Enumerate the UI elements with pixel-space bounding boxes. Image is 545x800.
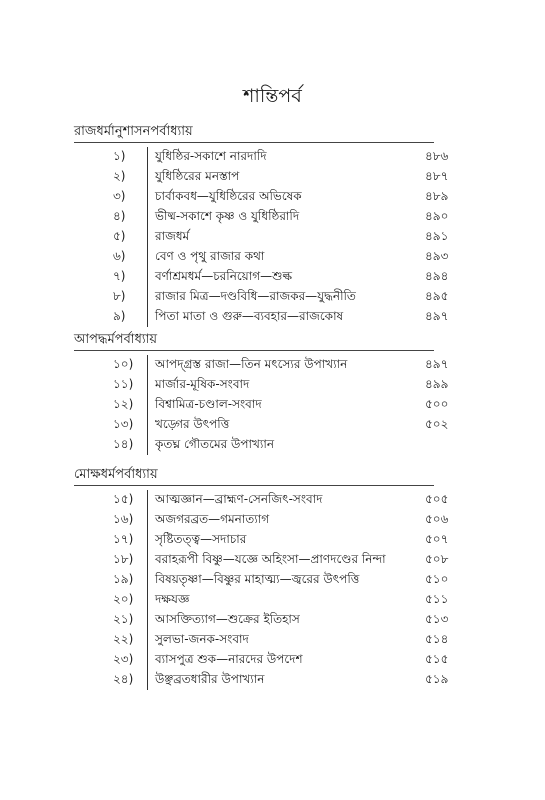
toc-entry-page: ৪৯৪: [425, 269, 449, 283]
toc-entry-number: ১৪): [113, 437, 134, 451]
toc-entry-number: ১২): [113, 397, 134, 411]
toc-entry-page: ৪৮৭: [425, 169, 449, 183]
toc-entry-title: আসক্তিত্যাগ—শুক্রের ইতিহাস: [155, 612, 300, 626]
toc-entry-number: ১): [113, 149, 126, 163]
toc-entry-page: ৫১৪: [425, 632, 449, 646]
toc-entry: [0, 188, 545, 208]
toc-entry-title: বেণ ও পৃথু রাজার কথা: [155, 249, 265, 263]
toc-entry: [0, 651, 545, 671]
toc-entry-title: খড়্গের উৎপত্তি: [155, 417, 230, 431]
toc-entry: [0, 491, 545, 511]
toc-column-divider: [147, 610, 148, 630]
toc-column-divider: [147, 670, 148, 690]
toc-column-divider: [147, 530, 148, 550]
toc-column-divider: [147, 650, 148, 670]
toc-entry-page: ৪৯১: [425, 229, 449, 243]
toc-column-divider: [147, 207, 148, 227]
toc-entry: [0, 511, 545, 531]
toc-entry-number: ২): [113, 169, 126, 183]
toc-entry-page: ৫১৫: [425, 652, 449, 666]
toc-entry-title: আত্মজ্ঞান—ব্রাহ্মণ-সেনজিৎ-সংবাদ: [155, 492, 323, 506]
toc-column-divider: [147, 167, 148, 187]
section-heading: আপদ্ধর্মপর্বাধ্যায়: [74, 332, 158, 347]
toc-entry-page: ৪৯৯: [425, 377, 449, 391]
toc-entry-title: চার্বাকবধ—যুধিষ্ঠিরের অভিষেক: [155, 189, 302, 203]
toc-entry-number: ১৯): [113, 572, 134, 586]
toc-entry-title: ব্যাসপুত্র শুক—নারদের উপদেশ: [155, 652, 303, 666]
toc-entry: [0, 228, 545, 248]
toc-entry-page: ৫০৭: [425, 532, 449, 546]
toc-column-divider: [147, 287, 148, 307]
toc-entry-title: ভীষ্ম-সকাশে কৃষ্ণ ও যুধিষ্ঠিরাদি: [155, 209, 300, 223]
toc-entry-title: রাজধর্ম: [155, 229, 190, 243]
toc-entry-number: ২৩): [113, 652, 134, 666]
toc-entry-number: ৩): [113, 189, 126, 203]
toc-entry-number: ৯): [113, 309, 126, 323]
toc-entry-number: ২৪): [113, 672, 134, 686]
toc-entry-title: অজগরব্রত—গমনাত্যাগ: [155, 512, 270, 526]
toc-entry: [0, 436, 545, 456]
toc-entry: [0, 356, 545, 376]
toc-entry-title: বর্ণাশ্রমধর্ম—চরনিয়োগ—শুল্ক: [155, 269, 293, 283]
section-heading: মোক্ষধর্মপর্বাধ্যায়: [74, 467, 158, 482]
toc-entry-title: বিষয়তৃষ্ণা—বিষ্ণুর মাহাত্ম্য—জ্বরের উৎপত্তি: [155, 572, 360, 586]
toc-column-divider: [147, 355, 148, 375]
toc-entry-page: ৫০৫: [425, 492, 449, 506]
toc-column-divider: [147, 247, 148, 267]
toc-entry-number: ১৮): [113, 552, 134, 566]
toc-entry-number: ৮): [113, 289, 126, 303]
toc-entry: [0, 396, 545, 416]
toc-entry: [0, 148, 545, 168]
toc-entry: [0, 168, 545, 188]
toc-entry-page: ৪৯৭: [425, 357, 449, 371]
toc-entry: [0, 308, 545, 328]
toc-entry-title: আপদ্গ্রস্ত রাজা—তিন মৎস্যের উপাখ্যান: [155, 357, 348, 371]
toc-entry-page: ৫১১: [425, 592, 449, 606]
toc-entry-number: ৭): [113, 269, 126, 283]
toc-entry-title: কৃতঘ্ন গৌতমের উপাখ্যান: [155, 437, 275, 451]
section-heading: রাজধর্মানুশাসনপর্বাধ্যায়: [74, 124, 193, 139]
toc-column-divider: [147, 570, 148, 590]
section-divider: [74, 350, 434, 351]
toc-column-divider: [147, 307, 148, 327]
toc-entry-number: ২২): [113, 632, 134, 646]
toc-entry-number: ১০): [113, 357, 134, 371]
toc-entry: [0, 591, 545, 611]
toc-entry-page: ৪৮৬: [425, 149, 449, 163]
toc-entry-page: ৫০২: [425, 417, 449, 431]
toc-entry-page: ৪৯৭: [425, 309, 449, 323]
toc-entry-number: ১১): [113, 377, 134, 391]
toc-entry-page: ৫১০: [425, 572, 449, 586]
toc-column-divider: [147, 630, 148, 650]
toc-entry-page: ৪৮৯: [425, 189, 449, 203]
toc-entry: [0, 571, 545, 591]
toc-entry-number: ২১): [113, 612, 134, 626]
toc-entry-title: যুধিষ্ঠিরের মনস্তাপ: [155, 169, 240, 183]
toc-column-divider: [147, 267, 148, 287]
toc-entry-title: সুলভা-জনক-সংবাদ: [155, 632, 249, 646]
toc-column-divider: [147, 375, 148, 395]
toc-entry-page: ৫০৮: [425, 552, 449, 566]
toc-entry-number: ৪): [113, 209, 126, 223]
toc-entry: [0, 376, 545, 396]
toc-column-divider: [147, 590, 148, 610]
toc-entry-page: ৪৯৫: [425, 289, 449, 303]
toc-entry-number: ১৫): [113, 492, 134, 506]
toc-entry-title: পিতা মাতা ও গুরু—ব্যবহার—রাজকোষ: [155, 309, 344, 323]
toc-entry: [0, 288, 545, 308]
toc-column-divider: [147, 510, 148, 530]
toc-column-divider: [147, 550, 148, 570]
toc-column-divider: [147, 227, 148, 247]
toc-entry-title: সৃষ্টিতত্ত্ব—সদাচার: [155, 532, 247, 546]
toc-entry-page: ৪৯৩: [425, 249, 449, 263]
toc-entry-number: ১৬): [113, 512, 134, 526]
toc-entry-page: ৫০৬: [425, 512, 449, 526]
toc-entry-title: মার্জার-মূষিক-সংবাদ: [155, 377, 250, 391]
toc-entry: [0, 208, 545, 228]
page-title: শান্তিপর্ব: [243, 85, 302, 107]
toc-entry-number: ২০): [113, 592, 134, 606]
toc-column-divider: [147, 147, 148, 167]
toc-column-divider: [147, 435, 148, 455]
section-divider: [74, 142, 434, 143]
section-divider: [74, 485, 434, 486]
toc-entry-title: উঞ্ছব্রতধারীর উপাখ্যান: [155, 672, 265, 686]
toc-entry: [0, 268, 545, 288]
toc-entry-title: যুধিষ্ঠির-সকাশে নারদাদি: [155, 149, 267, 163]
toc-entry-page: ৫১৩: [425, 612, 449, 626]
toc-entry: [0, 671, 545, 691]
toc-entry: [0, 551, 545, 571]
toc-entry: [0, 611, 545, 631]
toc-entry-title: বরাহরূপী বিষ্ণু—যজ্ঞে অহিংসা—প্রাণদণ্ডের নিন্দা: [155, 552, 386, 566]
toc-entry-number: ৬): [113, 249, 126, 263]
toc-entry-title: রাজার মিত্র—দণ্ডবিধি—রাজকর—যুদ্ধনীতি: [155, 289, 356, 303]
toc-entry-page: ৫০০: [425, 397, 449, 411]
toc-entry-title: দক্ষযজ্ঞ: [155, 592, 190, 606]
toc-entry: [0, 416, 545, 436]
toc-column-divider: [147, 187, 148, 207]
toc-entry-page: ৪৯০: [425, 209, 449, 223]
toc-entry-number: ১৩): [113, 417, 134, 431]
toc-entry-title: বিশ্বামিত্র-চণ্ডাল-সংবাদ: [155, 397, 262, 411]
toc-column-divider: [147, 395, 148, 415]
toc-column-divider: [147, 490, 148, 510]
toc-entry: [0, 631, 545, 651]
toc-entry-number: ১৭): [113, 532, 134, 546]
toc-entry-page: ৫১৯: [425, 672, 449, 686]
toc-entry-number: ৫): [113, 229, 126, 243]
toc-entry: [0, 248, 545, 268]
toc-entry: [0, 531, 545, 551]
toc-column-divider: [147, 415, 148, 435]
